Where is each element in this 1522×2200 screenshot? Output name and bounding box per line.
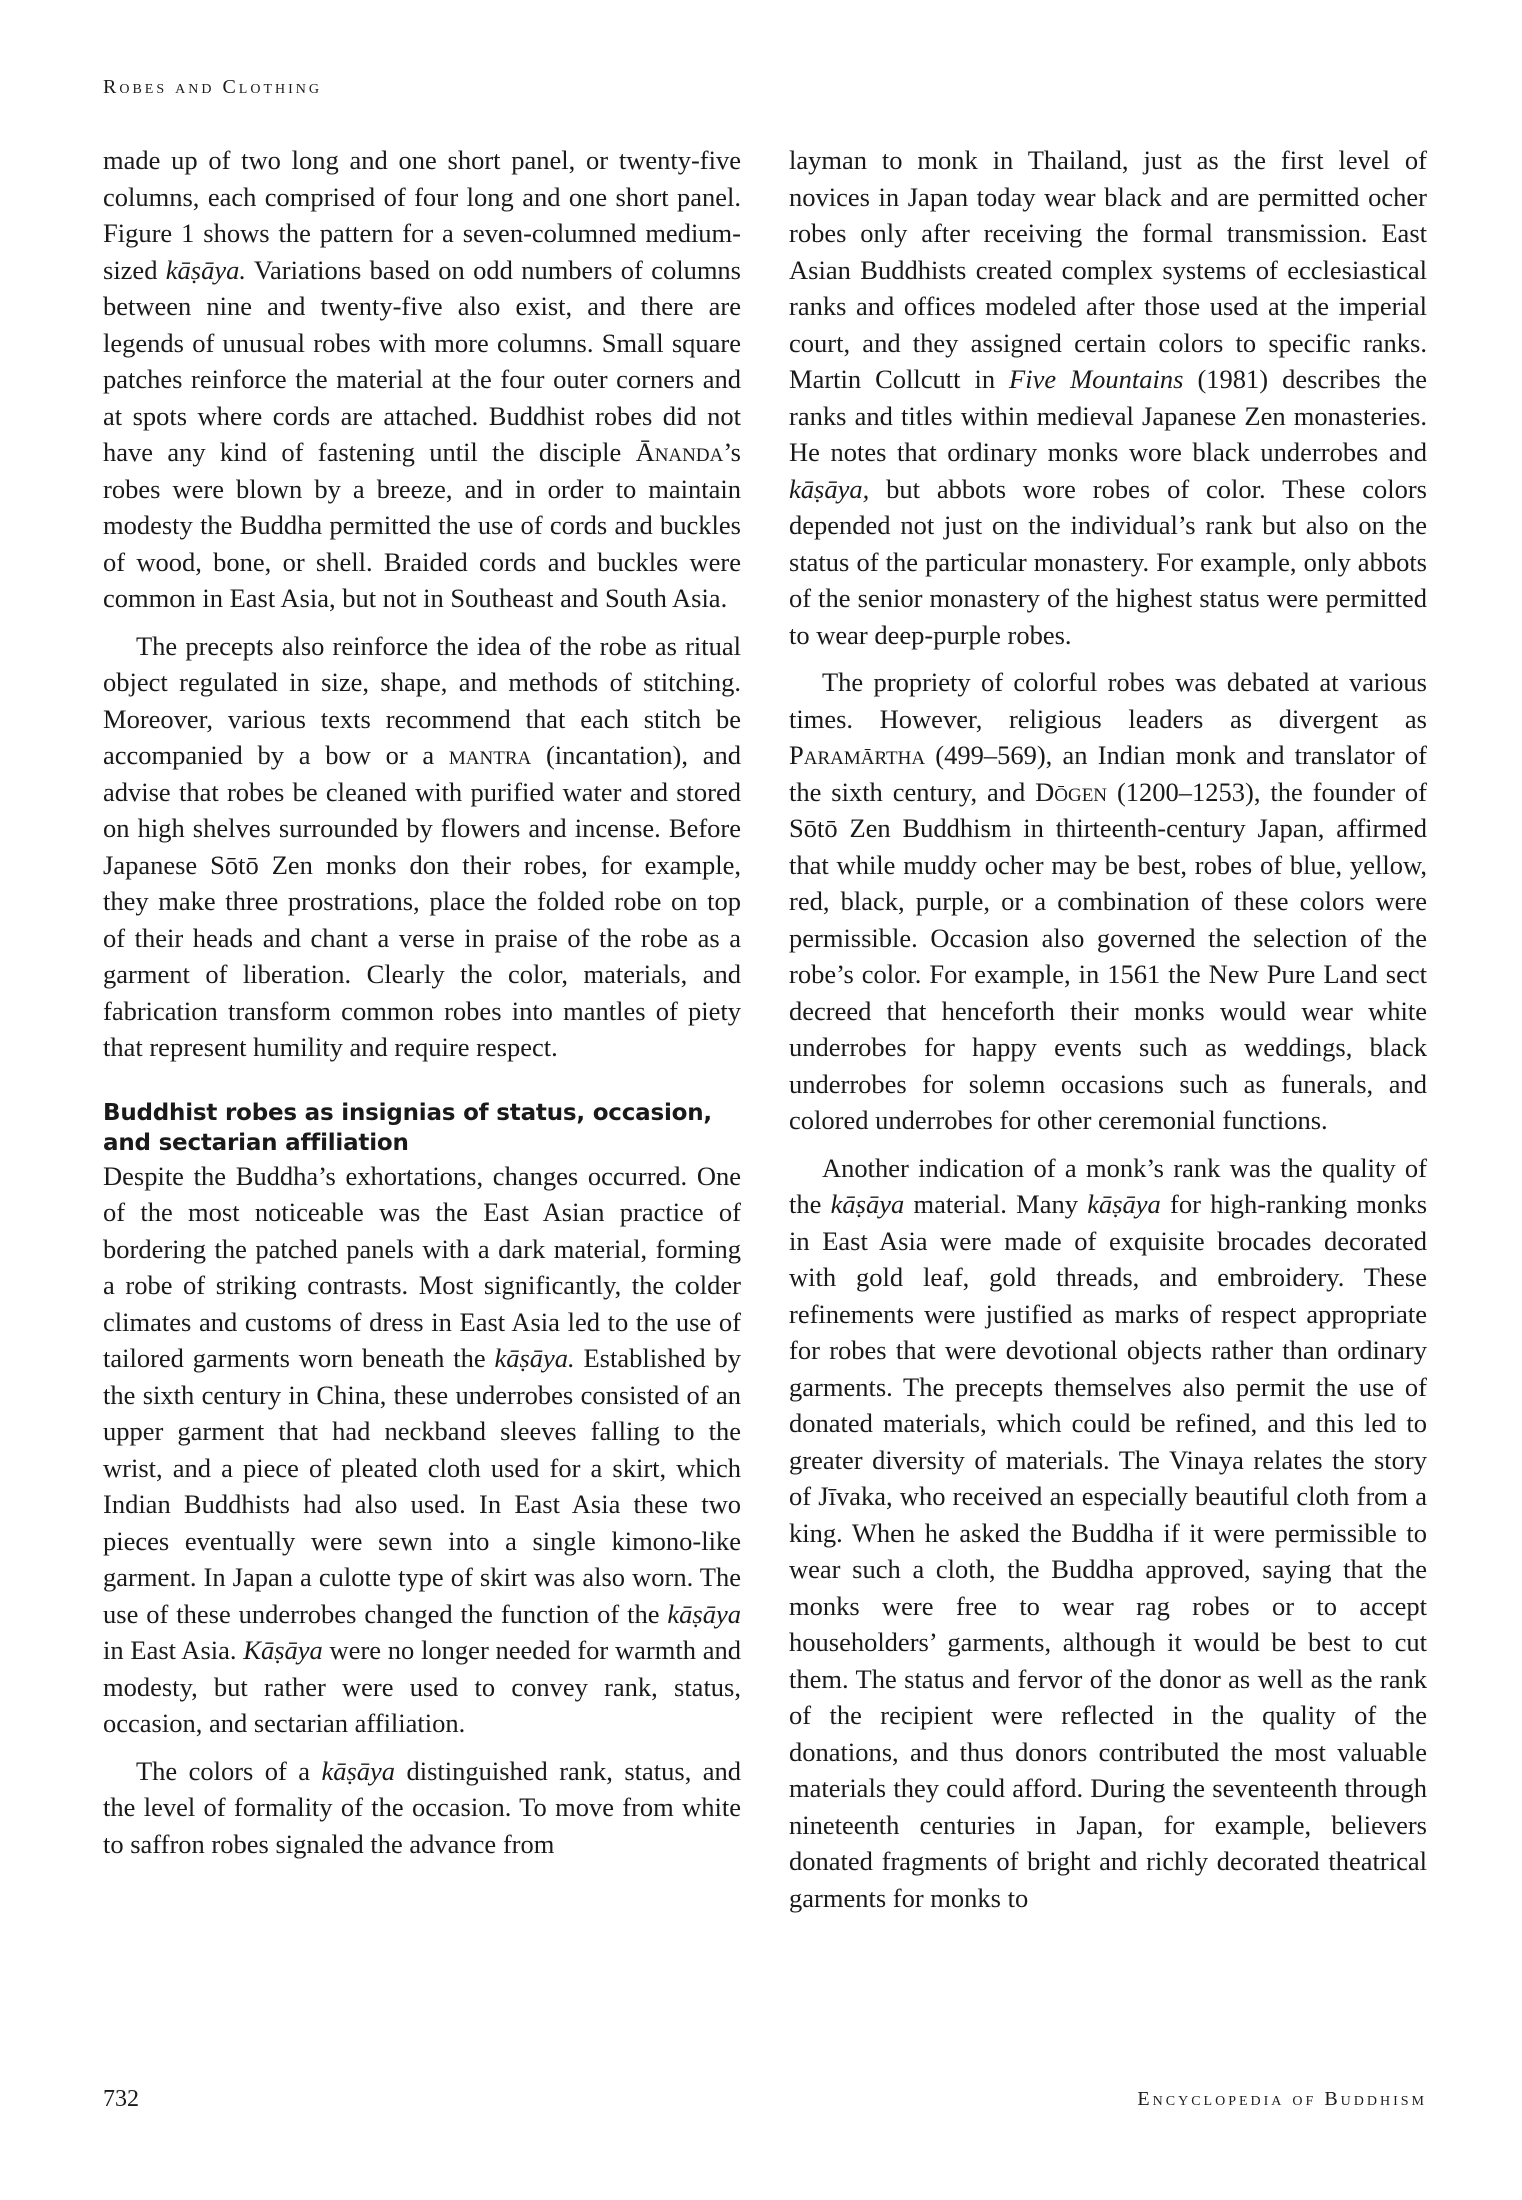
text-run: material. Many [904, 1189, 1088, 1219]
text-run: The colors of a [136, 1755, 322, 1786]
cross-reference: Dōgen [1035, 776, 1108, 807]
italic-term: kāṣāya, [789, 473, 870, 504]
cross-reference: mantra [448, 740, 532, 770]
text-run: ’s robes were blown by a breeze, and in order to maintain modesty the Buddha permitted the use of cords and buckles of wood, bone, or shell. Braided cords and buckles were common in East Asia, but not in Southeast and South Asia. [103, 437, 741, 613]
italic-term: kāṣāya [830, 1189, 905, 1219]
text-run: were no longer needed for warmth and modesty, but rather were used to convey rank, status, occasion, and sectarian affiliation. [103, 1635, 741, 1738]
left-column [103, 142, 741, 1873]
italic-term: Five Mountains [1009, 364, 1184, 394]
paragraph [103, 1158, 741, 1742]
paragraph [103, 628, 741, 1066]
text-run: (incantation), and advise that robes be cleaned with purified water and stored on high shelves surrounded by flowers and incense. Before Japanese Sōtō Zen monks don their robes, for example, they make three prostrations, place the folded robe on top of their heads and chant a verse in praise of the robe as a garment of liberation. Clearly the color, materials, and fabrication transform common robes into mantles of piety that represent humility and require respect. [103, 740, 741, 1062]
italic-term: kāṣāya. [165, 254, 246, 285]
page-number: 732 [103, 2086, 139, 2112]
text-run: Variations based on odd numbers of columns between nine and twenty-five also exist, and there are legends of unusual robes with more columns. Small square patches reinforce the material at the four outer corners and at spots where cords are attached. Buddhist robes did not have any kind of fastening until the disciple [103, 254, 741, 467]
text-run: made up of two long and one short panel, or twenty-five columns, each comprised of four long and one short panel. Figure 1 shows the pattern for a seven-columned medium-sized [103, 145, 741, 285]
cross-reference: Ānanda [635, 437, 724, 467]
italic-term: kāṣāya. [494, 1343, 575, 1373]
right-column [789, 142, 1427, 1927]
italic-term: Kāṣāya [243, 1635, 323, 1665]
text-run: The precepts also reinforce the idea of the robe as ritual object regulated in size, shape, and methods of stitching. Moreover, various texts recommend that each stitch be accompanied by a bow or a [103, 630, 741, 770]
paragraph [103, 1753, 741, 1863]
text-run: but abbots wore robes of color. These colors depended not just on the individual’s rank but also on the status of the particular monastery. For example, only abbots of the senior monastery of the highest status were permitted to wear deep-purple robes. [789, 473, 1427, 650]
cross-reference: Paramārtha [789, 740, 926, 770]
text-run: The propriety of colorful robes was debated at various times. However, religious leaders as divergent as [789, 667, 1427, 734]
text-run: (1200–1253), the founder of Sōtō Zen Buddhism in thirteenth-century Japan, affirmed that while muddy ocher may be best, robes of blue, yellow, red, black, purple, or a combination of these colors were permissible. Occasion also governed the selection of the robe’s color. For example, in 1561 the New Pure Land sect decreed that henceforth their monks would wear white underrobes for happy events such as weddings, black underrobes for solemn occasions such as funerals, and colored underrobes for other ceremonial functions. [789, 776, 1428, 1135]
text-run: layman to monk in Thailand, just as the first level of novices in Japan today wear black and are permitted ocher robes only after receiving the formal transmission. East Asian Buddhists created complex systems of ecclesiastical ranks and offices modeled after those used at the imperial court, and they assigned certain colors to specific ranks. Martin Collcutt in [789, 145, 1427, 394]
section-heading: Buddhist robes as insignias of status, occasion, and sectarian affiliation [103, 1099, 712, 1156]
italic-term: kāṣāya [667, 1598, 741, 1629]
text-run: Established by the sixth century in China, these underrobes consisted of an upper garment that had neckband sleeves falling to the wrist, and a piece of pleated cloth used for a skirt, which Indian Buddhists had also used. In East Asia these two pieces eventually were sewn into a single kimono-like garment. In Japan a culotte type of skirt was also worn. The use of these underrobes changed the function of the [103, 1343, 741, 1629]
text-run: (499–569), an Indian monk and translator of the sixth century, and [789, 740, 1427, 807]
italic-term: kāṣāya [321, 1755, 396, 1786]
paragraph [789, 142, 1427, 653]
text-run: Another indication of a monk’s rank was the quality of the [789, 1152, 1427, 1219]
paragraph [103, 142, 741, 617]
text-run: in East Asia. [103, 1635, 244, 1665]
text-run: for high-ranking monks in East Asia were made of exquisite brocades decorated with gold leaf, gold threads, and embroidery. These refinements were justified as marks of respect appropriate for robes that were devotional objects rather than ordinary garments. The precepts themselves also permit the use of donated materials, which could be refined, and this led to greater diversity of materials. The Vinaya relates the story of Jīvaka, who received an especially beautiful cloth from a king. When he asked the Buddha if it were permissible to wear such a cloth, the Buddha approved, saying that the monks were free to wear rag robes or to accept householders’ garments, although it would be best to cut them. The status and fervor of the donor as well as the rank of the recipient were reflected in the quality of the donations, and thus donors contributed the most valuable materials they could afford. During the seventeenth through nineteenth centuries in Japan, for example, believers donated fragments of bright and richly decorated theatrical garments for monks to [789, 1189, 1428, 1913]
paragraph [789, 664, 1427, 1139]
running-foot: Encyclopedia of Buddhism [1137, 2088, 1427, 2110]
paragraph [789, 1150, 1427, 1917]
text-run: distinguished rank, status, and the level of formality of the occasion. To move from white to saffron robes signaled the advance from [103, 1755, 741, 1859]
running-head: Robes and Clothing [103, 76, 323, 98]
italic-term: kāṣāya [1087, 1189, 1161, 1219]
text-run: Despite the Buddha’s exhortations, changes occurred. One of the most noticeable was the East Asian practice of bordering the patched panels with a dark material, forming a robe of striking contrasts. Most significantly, the colder climates and customs of dress in East Asia led to the use of tailored garments worn beneath the [103, 1160, 741, 1373]
text-run: (1981) describes the ranks and titles within medieval Japanese Zen monasteries. He notes that ordinary monks wore black underrobes and [789, 364, 1428, 467]
